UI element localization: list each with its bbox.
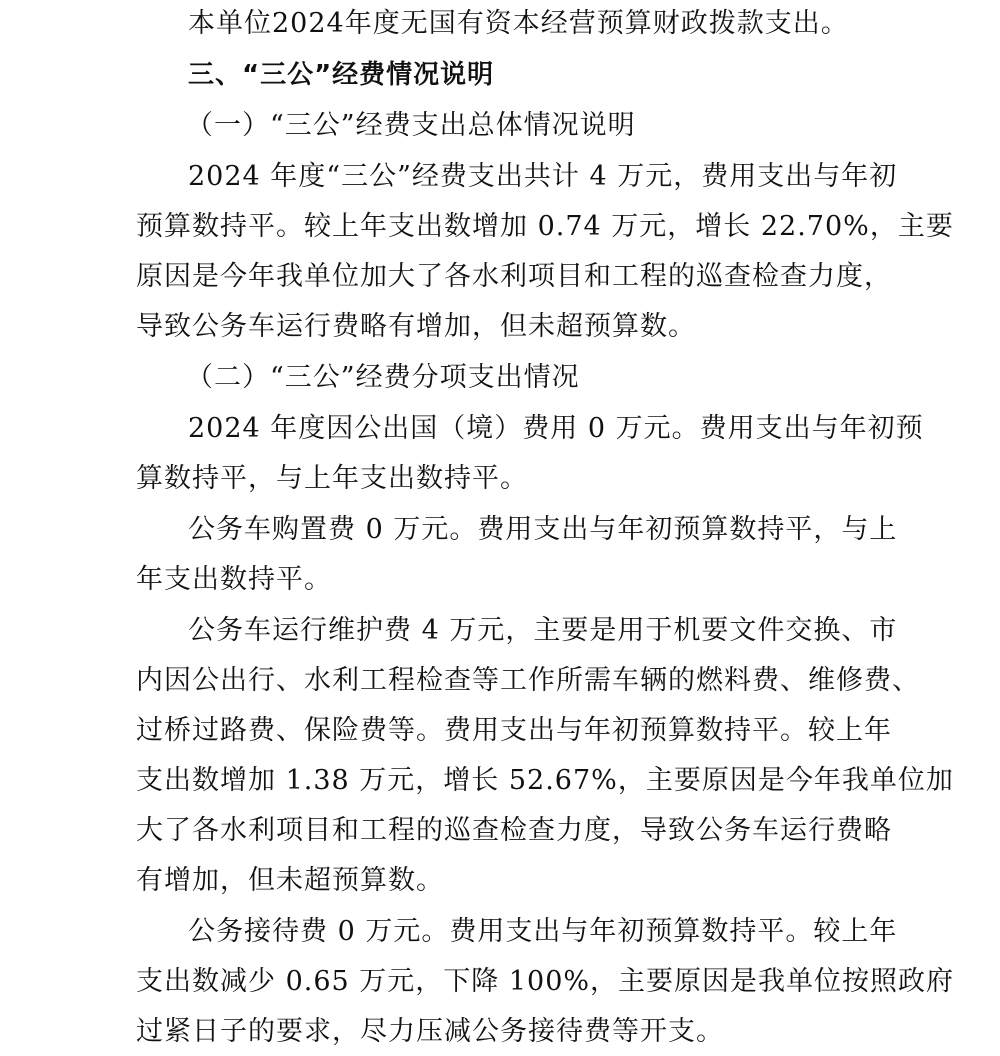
- subsection-heading: （一）“三公”经费支出总体情况说明: [186, 110, 636, 141]
- paragraph-line: 原因是今年我单位加大了各水利项目和工程的巡查检查力度，: [136, 261, 892, 292]
- paragraph-line: 支出数增加 1.38 万元，增长 52.67%，主要原因是今年我单位加: [136, 765, 954, 796]
- paragraph-line: 导致公务车运行费略有增加，但未超预算数。: [136, 311, 696, 342]
- paragraph-line: 2024 年度“三公”经费支出共计 4 万元，费用支出与年初: [188, 161, 898, 192]
- paragraph-line: 有增加，但未超预算数。: [136, 865, 444, 896]
- paragraph-line: 内因公出行、水利工程检查等工作所需车辆的燃料费、维修费、: [136, 665, 920, 696]
- section-heading: 三、“三公”经费情况说明: [188, 60, 495, 90]
- paragraph-line: 预算数持平。较上年支出数增加 0.74 万元，增长 22.70%，主要: [136, 211, 954, 242]
- subsection-heading: （二）“三公”经费分项支出情况: [186, 362, 580, 393]
- paragraph-line: 年支出数持平。: [136, 564, 332, 595]
- paragraph-line: 过紧日子的要求，尽力压减公务接待费等开支。: [136, 1016, 724, 1047]
- paragraph-line: 过桥过路费、保险费等。费用支出与年初预算数持平。较上年: [136, 715, 892, 746]
- paragraph-line: 大了各水利项目和工程的巡查检查力度，导致公务车运行费略: [136, 815, 892, 846]
- paragraph-line: 公务车购置费 0 万元。费用支出与年初预算数持平，与上: [188, 514, 898, 545]
- paragraph-line: 算数持平，与上年支出数持平。: [136, 463, 528, 494]
- paragraph-line: 2024 年度因公出国（境）费用 0 万元。费用支出与年初预: [188, 413, 924, 444]
- paragraph-line: 支出数减少 0.65 万元，下降 100%，主要原因是我单位按照政府: [136, 966, 955, 997]
- paragraph-line: 公务车运行维护费 4 万元，主要是用于机要文件交换、市: [188, 615, 898, 646]
- paragraph-line: 本单位2024年度无国有资本经营预算财政拨款支出。: [188, 8, 849, 39]
- paragraph-line: 公务接待费 0 万元。费用支出与年初预算数持平。较上年: [188, 916, 898, 947]
